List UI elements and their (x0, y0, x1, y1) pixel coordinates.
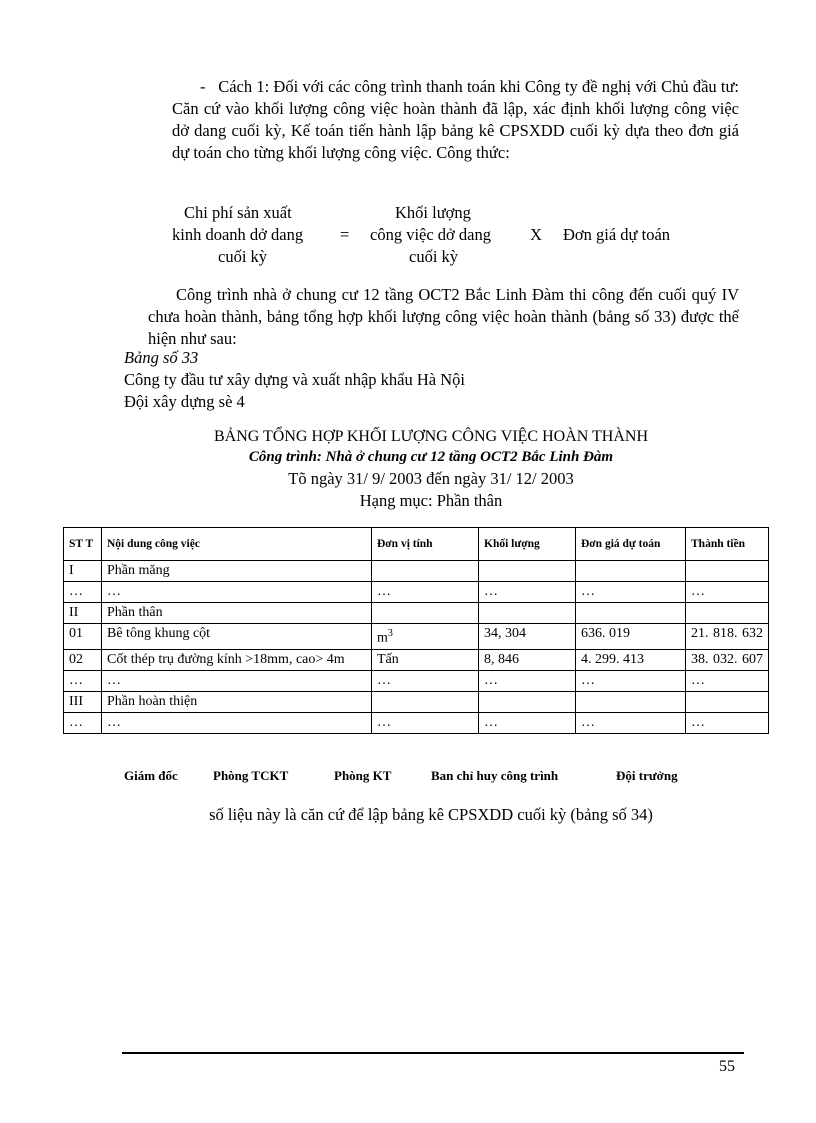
cell-volume: … (479, 582, 576, 603)
header-unit-price: Đơn giá dự toán (576, 528, 686, 561)
cell-volume: 34, 304 (479, 624, 576, 650)
cell-unit-price: … (576, 712, 686, 733)
closing-text: số liệu này là căn cứ để lập bảng kê CPSXDD cuối kỳ (bảng số 34) (209, 805, 653, 824)
cell-amount (686, 603, 769, 624)
cell-unit (372, 691, 479, 712)
table-row (64, 691, 769, 712)
cell-unit (372, 561, 479, 582)
signature-technical-dept: Phòng KT (334, 768, 392, 783)
cell-volume: 8, 846 (479, 649, 576, 670)
formula-left-line1: Chi phí sản xuất (184, 203, 292, 222)
cell-content: Phần thân (102, 603, 372, 624)
cell-volume (479, 603, 576, 624)
bullet-dash: - (200, 77, 206, 96)
header-amount: Thành tiền (686, 528, 769, 561)
formula-times: X (530, 225, 542, 244)
cell-unit (372, 624, 479, 650)
cell-unit: Tấn (372, 649, 479, 670)
cell-content: … (102, 670, 372, 691)
cell-unit (372, 603, 479, 624)
cell-stt: I (64, 561, 102, 582)
table-row (64, 624, 769, 650)
company-name: Công ty đầu tư xây dựng và xuất nhập khẩu Hà Nội (124, 370, 465, 389)
cell-amount (686, 561, 769, 582)
table-row (64, 649, 769, 670)
formula-mid-line2: công việc dở dang (370, 225, 491, 244)
formula-left-line2: kinh doanh dở dang (172, 225, 304, 244)
signature-director: Giám đốc (124, 768, 178, 783)
cell-amount: 38. 032. 607 (686, 649, 769, 670)
cell-amount (686, 691, 769, 712)
table-row (64, 582, 769, 603)
cell-amount: 21. 818. 632 (686, 624, 769, 650)
intro-text: Cách 1: Đối với các công trình thanh toán khi Công ty đề nghị với Chủ đầu tư: Căn cứ vào khối lượng công việc hoàn thành đã lập, xác định khối lượng công việc dở dang cuối kỳ, Kế toán tiến hành lập bảng kê CPSXDD cuối kỳ dựa theo đơn giá dự toán cho từng khối lượng công việc. Công thức: (172, 77, 740, 162)
unit-superscript: 3 (387, 628, 393, 639)
cell-unit-price: 4. 299. 413 (576, 649, 686, 670)
cell-unit: … (372, 670, 479, 691)
formula-mid-line3: cuối kỳ (409, 247, 459, 266)
cell-stt: 01 (64, 624, 102, 650)
cell-stt: … (64, 670, 102, 691)
header-volume: Khối lượng (479, 528, 576, 561)
report-period: Tõ ngày 31/ 9/ 2003 đến ngày 31/ 12/ 2003 (288, 469, 574, 488)
formula-left-line3: cuối kỳ (218, 247, 268, 266)
header-stt: ST T (64, 528, 102, 561)
report-category: Hạng mục: Phần thân (359, 491, 503, 510)
report-project: Công trình: Nhà ở chung cư 12 tầng OCT2 Bắc Linh Đàm (248, 449, 614, 465)
footer-rule (122, 1052, 744, 1054)
cell-unit-price (576, 561, 686, 582)
header-content: Nội dung công việc (102, 528, 372, 561)
cell-content: Phần măng (102, 561, 372, 582)
cell-content: … (102, 712, 372, 733)
cell-unit: … (372, 582, 479, 603)
cell-content: … (102, 582, 372, 603)
cell-content: Bê tông khung cột (102, 624, 372, 650)
cell-content: Cốt thép trụ đường kính >18mm, cao> 4m (102, 649, 372, 670)
signature-finance-dept: Phòng TCKT (213, 768, 289, 783)
cell-amount: … (686, 582, 769, 603)
cell-stt: 02 (64, 649, 102, 670)
report-title: BẢNG TỔNG HỢP KHỐI LƯỢNG CÔNG VIỆC HOÀN THÀNH (213, 428, 649, 445)
cell-content: Phần hoàn thiện (102, 691, 372, 712)
cell-volume: … (479, 670, 576, 691)
cell-stt: II (64, 603, 102, 624)
signature-team-leader: Đội trưởng (616, 768, 678, 783)
formula-right: Đơn giá dự toán (563, 225, 671, 244)
cell-unit-price: … (576, 582, 686, 603)
cell-unit-price: … (576, 670, 686, 691)
work-volume-table (63, 527, 769, 734)
table-header-row (64, 528, 769, 561)
formula-equals: = (340, 225, 350, 244)
table-row (64, 712, 769, 733)
cell-stt: III (64, 691, 102, 712)
team-name: Đội xây dựng sè 4 (124, 392, 245, 411)
unit-text: m (377, 630, 388, 646)
formula-mid-line1: Khối lượng (395, 203, 471, 222)
intro-paragraph (172, 76, 739, 164)
table-label: Bảng số 33 (124, 348, 199, 367)
cell-amount: … (686, 670, 769, 691)
page-number: 55 (719, 1058, 735, 1075)
table-row (64, 670, 769, 691)
cell-volume: … (479, 712, 576, 733)
paragraph-2-text: Công trình nhà ở chung cư 12 tầng OCT2 Bắc Linh Đàm thi công đến cuối quý IV chưa hoàn thành, bảng tổng hợp khối lượng công việc hoàn thành (bảng số 33) được thể hiện như sau: (148, 285, 739, 348)
cell-stt: … (64, 582, 102, 603)
cell-volume (479, 561, 576, 582)
cell-stt: … (64, 712, 102, 733)
signature-site-command: Ban chỉ huy công trình (431, 768, 559, 783)
header-unit: Đơn vị tính (372, 528, 479, 561)
paragraph-2 (148, 284, 739, 350)
cell-amount: … (686, 712, 769, 733)
cell-unit-price (576, 603, 686, 624)
table-row (64, 603, 769, 624)
cell-unit-price (576, 691, 686, 712)
cell-unit: … (372, 712, 479, 733)
cell-volume (479, 691, 576, 712)
cell-unit-price: 636. 019 (576, 624, 686, 650)
table-row (64, 561, 769, 582)
